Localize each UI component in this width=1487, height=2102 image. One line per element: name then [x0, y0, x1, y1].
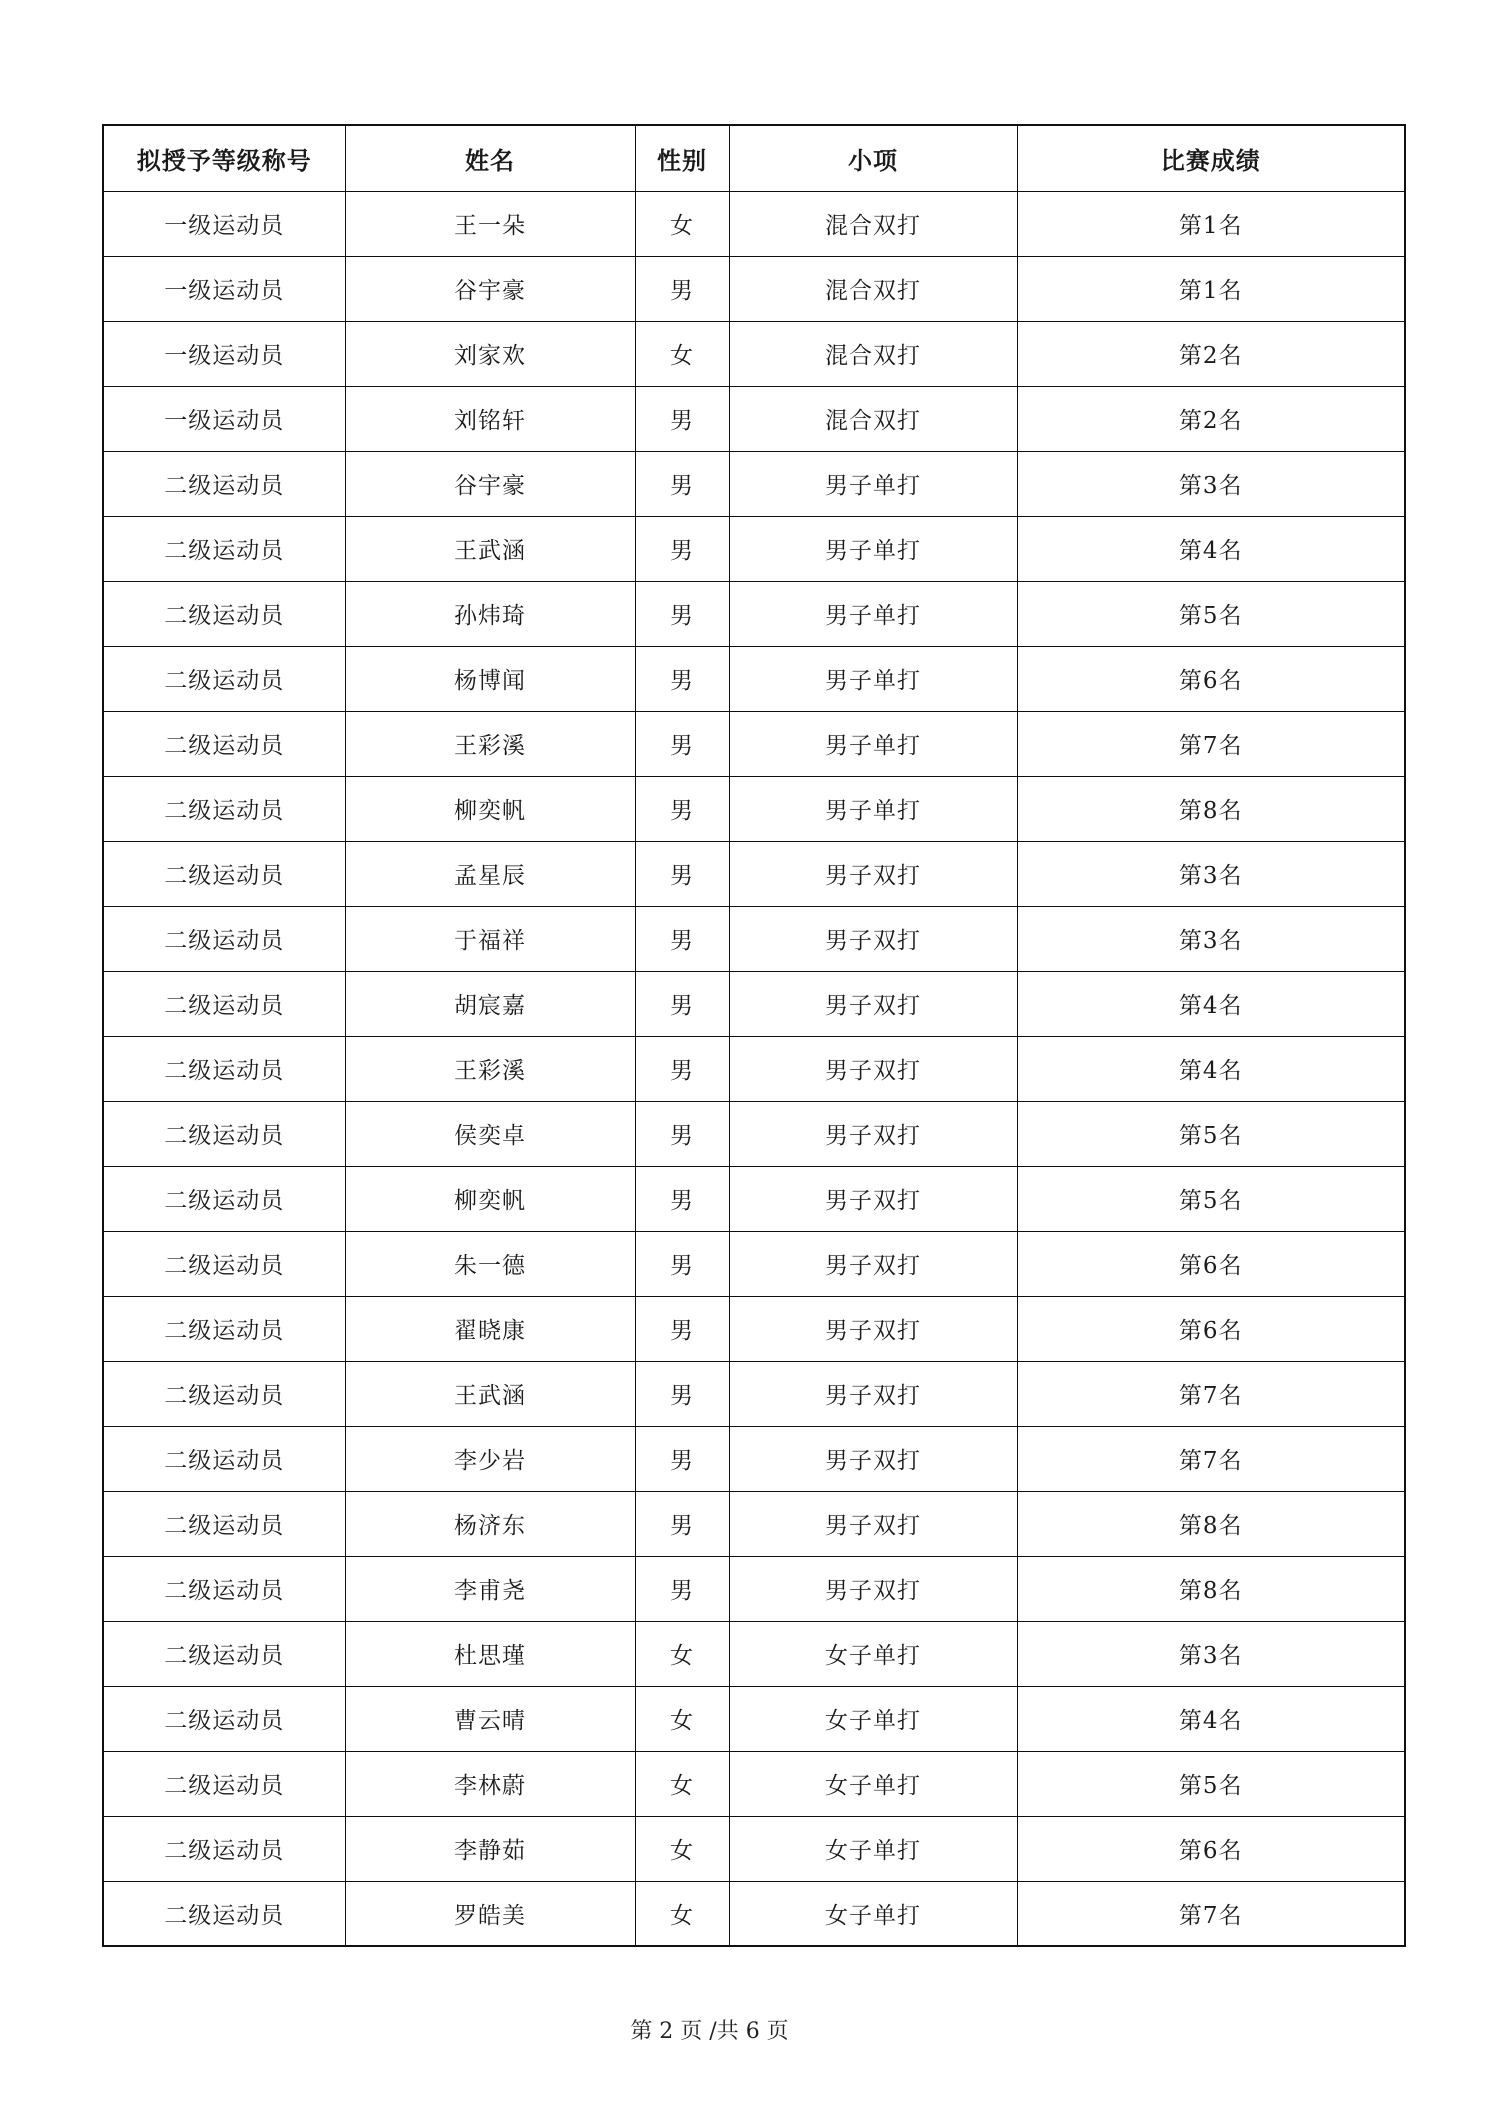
cell-name: 翟晓康 — [345, 1296, 635, 1361]
header-row — [103, 125, 1405, 191]
cell-name: 杨济东 — [345, 1491, 635, 1556]
cell-name: 谷宇豪 — [345, 256, 635, 321]
cell-gender: 男 — [635, 711, 729, 776]
cell-name: 杜思瑾 — [345, 1621, 635, 1686]
cell-grade-title: 二级运动员 — [103, 1816, 345, 1881]
cell-result: 第5名 — [1017, 1166, 1405, 1231]
page-number: 第 2 页 /共 6 页 — [630, 2019, 789, 2044]
cell-name: 曹云晴 — [345, 1686, 635, 1751]
cell-name: 于福祥 — [345, 906, 635, 971]
table-row — [103, 386, 1405, 451]
cell-gender: 男 — [635, 1426, 729, 1491]
cell-event: 男子双打 — [729, 906, 1017, 971]
cell-gender: 男 — [635, 646, 729, 711]
cell-gender: 男 — [635, 971, 729, 1036]
cell-result: 第4名 — [1017, 971, 1405, 1036]
cell-grade-title: 二级运动员 — [103, 1036, 345, 1101]
cell-grade-title: 二级运动员 — [103, 1491, 345, 1556]
cell-name: 王武涵 — [345, 516, 635, 581]
cell-event: 男子双打 — [729, 1101, 1017, 1166]
cell-event: 男子双打 — [729, 1426, 1017, 1491]
cell-grade-title: 二级运动员 — [103, 1556, 345, 1621]
cell-result: 第6名 — [1017, 646, 1405, 711]
table-row — [103, 1751, 1405, 1816]
table-body — [103, 191, 1405, 1946]
cell-grade-title: 二级运动员 — [103, 776, 345, 841]
cell-result: 第3名 — [1017, 451, 1405, 516]
cell-gender: 男 — [635, 1101, 729, 1166]
cell-event: 女子单打 — [729, 1621, 1017, 1686]
table-row — [103, 841, 1405, 906]
table-row — [103, 516, 1405, 581]
cell-name: 王武涵 — [345, 1361, 635, 1426]
cell-event: 男子双打 — [729, 1556, 1017, 1621]
cell-name: 谷宇豪 — [345, 451, 635, 516]
table-row — [103, 1881, 1405, 1946]
cell-event: 男子双打 — [729, 1231, 1017, 1296]
table-row — [103, 711, 1405, 776]
cell-grade-title: 二级运动员 — [103, 1296, 345, 1361]
header-result: 比赛成绩 — [1017, 125, 1405, 191]
cell-gender: 男 — [635, 1361, 729, 1426]
cell-result: 第7名 — [1017, 1426, 1405, 1491]
header-event: 小项 — [729, 125, 1017, 191]
cell-result: 第2名 — [1017, 321, 1405, 386]
cell-gender: 男 — [635, 841, 729, 906]
cell-gender: 男 — [635, 256, 729, 321]
table-row — [103, 1621, 1405, 1686]
cell-name: 李少岩 — [345, 1426, 635, 1491]
cell-name: 杨博闻 — [345, 646, 635, 711]
cell-gender: 男 — [635, 386, 729, 451]
cell-event: 男子双打 — [729, 841, 1017, 906]
cell-event: 混合双打 — [729, 256, 1017, 321]
cell-event: 女子单打 — [729, 1881, 1017, 1946]
cell-gender: 女 — [635, 1621, 729, 1686]
header-grade-title: 拟授予等级称号 — [103, 125, 345, 191]
cell-gender: 男 — [635, 1556, 729, 1621]
cell-result: 第1名 — [1017, 191, 1405, 256]
cell-name: 柳奕帆 — [345, 776, 635, 841]
cell-grade-title: 一级运动员 — [103, 191, 345, 256]
cell-result: 第8名 — [1017, 1491, 1405, 1556]
cell-grade-title: 一级运动员 — [103, 321, 345, 386]
cell-name: 孙炜琦 — [345, 581, 635, 646]
table-row — [103, 581, 1405, 646]
table-row — [103, 1296, 1405, 1361]
cell-result: 第7名 — [1017, 711, 1405, 776]
cell-gender: 女 — [635, 191, 729, 256]
cell-name: 李林蔚 — [345, 1751, 635, 1816]
cell-gender: 男 — [635, 1036, 729, 1101]
cell-name: 侯奕卓 — [345, 1101, 635, 1166]
cell-name: 李静茹 — [345, 1816, 635, 1881]
cell-event: 男子单打 — [729, 451, 1017, 516]
cell-result: 第6名 — [1017, 1231, 1405, 1296]
table-row — [103, 1036, 1405, 1101]
table-row — [103, 1231, 1405, 1296]
cell-grade-title: 二级运动员 — [103, 1101, 345, 1166]
table-row — [103, 1491, 1405, 1556]
cell-event: 男子单打 — [729, 581, 1017, 646]
table-row — [103, 451, 1405, 516]
cell-event: 男子单打 — [729, 516, 1017, 581]
table-row — [103, 1816, 1405, 1881]
cell-event: 男子双打 — [729, 1296, 1017, 1361]
cell-result: 第5名 — [1017, 1751, 1405, 1816]
cell-name: 王彩溪 — [345, 711, 635, 776]
cell-result: 第8名 — [1017, 1556, 1405, 1621]
cell-result: 第3名 — [1017, 841, 1405, 906]
cell-grade-title: 二级运动员 — [103, 516, 345, 581]
header-gender: 性别 — [635, 125, 729, 191]
cell-grade-title: 二级运动员 — [103, 1751, 345, 1816]
cell-gender: 男 — [635, 1231, 729, 1296]
table-row — [103, 906, 1405, 971]
table-row — [103, 1686, 1405, 1751]
table-row — [103, 646, 1405, 711]
cell-gender: 男 — [635, 451, 729, 516]
table-row — [103, 776, 1405, 841]
table-row — [103, 1101, 1405, 1166]
cell-grade-title: 一级运动员 — [103, 256, 345, 321]
cell-event: 男子双打 — [729, 971, 1017, 1036]
cell-result: 第6名 — [1017, 1296, 1405, 1361]
cell-name: 朱一德 — [345, 1231, 635, 1296]
cell-name: 王彩溪 — [345, 1036, 635, 1101]
cell-result: 第4名 — [1017, 1036, 1405, 1101]
cell-event: 男子单打 — [729, 776, 1017, 841]
cell-grade-title: 二级运动员 — [103, 971, 345, 1036]
cell-result: 第3名 — [1017, 1621, 1405, 1686]
cell-event: 混合双打 — [729, 386, 1017, 451]
cell-gender: 男 — [635, 1166, 729, 1231]
cell-grade-title: 二级运动员 — [103, 451, 345, 516]
table-row — [103, 256, 1405, 321]
table-row — [103, 1166, 1405, 1231]
cell-grade-title: 二级运动员 — [103, 1426, 345, 1491]
cell-gender: 女 — [635, 1816, 729, 1881]
table-row — [103, 321, 1405, 386]
table-row — [103, 1556, 1405, 1621]
cell-grade-title: 二级运动员 — [103, 1231, 345, 1296]
cell-name: 刘铭轩 — [345, 386, 635, 451]
page-footer — [0, 2014, 1487, 2045]
cell-result: 第4名 — [1017, 516, 1405, 581]
table-header — [103, 125, 1405, 191]
cell-result: 第8名 — [1017, 776, 1405, 841]
cell-name: 胡宸嘉 — [345, 971, 635, 1036]
table-row — [103, 191, 1405, 256]
cell-event: 男子双打 — [729, 1491, 1017, 1556]
cell-grade-title: 二级运动员 — [103, 711, 345, 776]
table-row — [103, 1361, 1405, 1426]
cell-gender: 男 — [635, 581, 729, 646]
cell-gender: 男 — [635, 1491, 729, 1556]
cell-grade-title: 一级运动员 — [103, 386, 345, 451]
cell-result: 第5名 — [1017, 581, 1405, 646]
cell-gender: 女 — [635, 321, 729, 386]
cell-event: 男子双打 — [729, 1166, 1017, 1231]
cell-grade-title: 二级运动员 — [103, 1166, 345, 1231]
table-row — [103, 971, 1405, 1036]
cell-event: 男子双打 — [729, 1036, 1017, 1101]
cell-name: 孟星辰 — [345, 841, 635, 906]
cell-name: 李甫尧 — [345, 1556, 635, 1621]
cell-event: 女子单打 — [729, 1751, 1017, 1816]
cell-event: 男子单打 — [729, 711, 1017, 776]
header-name: 姓名 — [345, 125, 635, 191]
cell-grade-title: 二级运动员 — [103, 581, 345, 646]
cell-gender: 男 — [635, 516, 729, 581]
cell-result: 第6名 — [1017, 1816, 1405, 1881]
cell-gender: 男 — [635, 906, 729, 971]
cell-grade-title: 二级运动员 — [103, 1686, 345, 1751]
cell-grade-title: 二级运动员 — [103, 1361, 345, 1426]
cell-gender: 女 — [635, 1881, 729, 1946]
cell-gender: 女 — [635, 1751, 729, 1816]
cell-gender: 男 — [635, 1296, 729, 1361]
cell-event: 男子双打 — [729, 1361, 1017, 1426]
cell-result: 第2名 — [1017, 386, 1405, 451]
cell-grade-title: 二级运动员 — [103, 1881, 345, 1946]
cell-grade-title: 二级运动员 — [103, 906, 345, 971]
cell-result: 第7名 — [1017, 1881, 1405, 1946]
cell-name: 王一朵 — [345, 191, 635, 256]
cell-result: 第7名 — [1017, 1361, 1405, 1426]
table-row — [103, 1426, 1405, 1491]
cell-name: 刘家欢 — [345, 321, 635, 386]
cell-result: 第1名 — [1017, 256, 1405, 321]
cell-grade-title: 二级运动员 — [103, 841, 345, 906]
athlete-grade-table — [102, 124, 1406, 1947]
cell-grade-title: 二级运动员 — [103, 1621, 345, 1686]
cell-gender: 女 — [635, 1686, 729, 1751]
cell-result: 第5名 — [1017, 1101, 1405, 1166]
cell-name: 罗皓美 — [345, 1881, 635, 1946]
cell-gender: 男 — [635, 776, 729, 841]
cell-result: 第3名 — [1017, 906, 1405, 971]
cell-grade-title: 二级运动员 — [103, 646, 345, 711]
cell-event: 女子单打 — [729, 1686, 1017, 1751]
cell-result: 第4名 — [1017, 1686, 1405, 1751]
cell-event: 混合双打 — [729, 321, 1017, 386]
cell-name: 柳奕帆 — [345, 1166, 635, 1231]
cell-event: 女子单打 — [729, 1816, 1017, 1881]
cell-event: 混合双打 — [729, 191, 1017, 256]
cell-event: 男子单打 — [729, 646, 1017, 711]
